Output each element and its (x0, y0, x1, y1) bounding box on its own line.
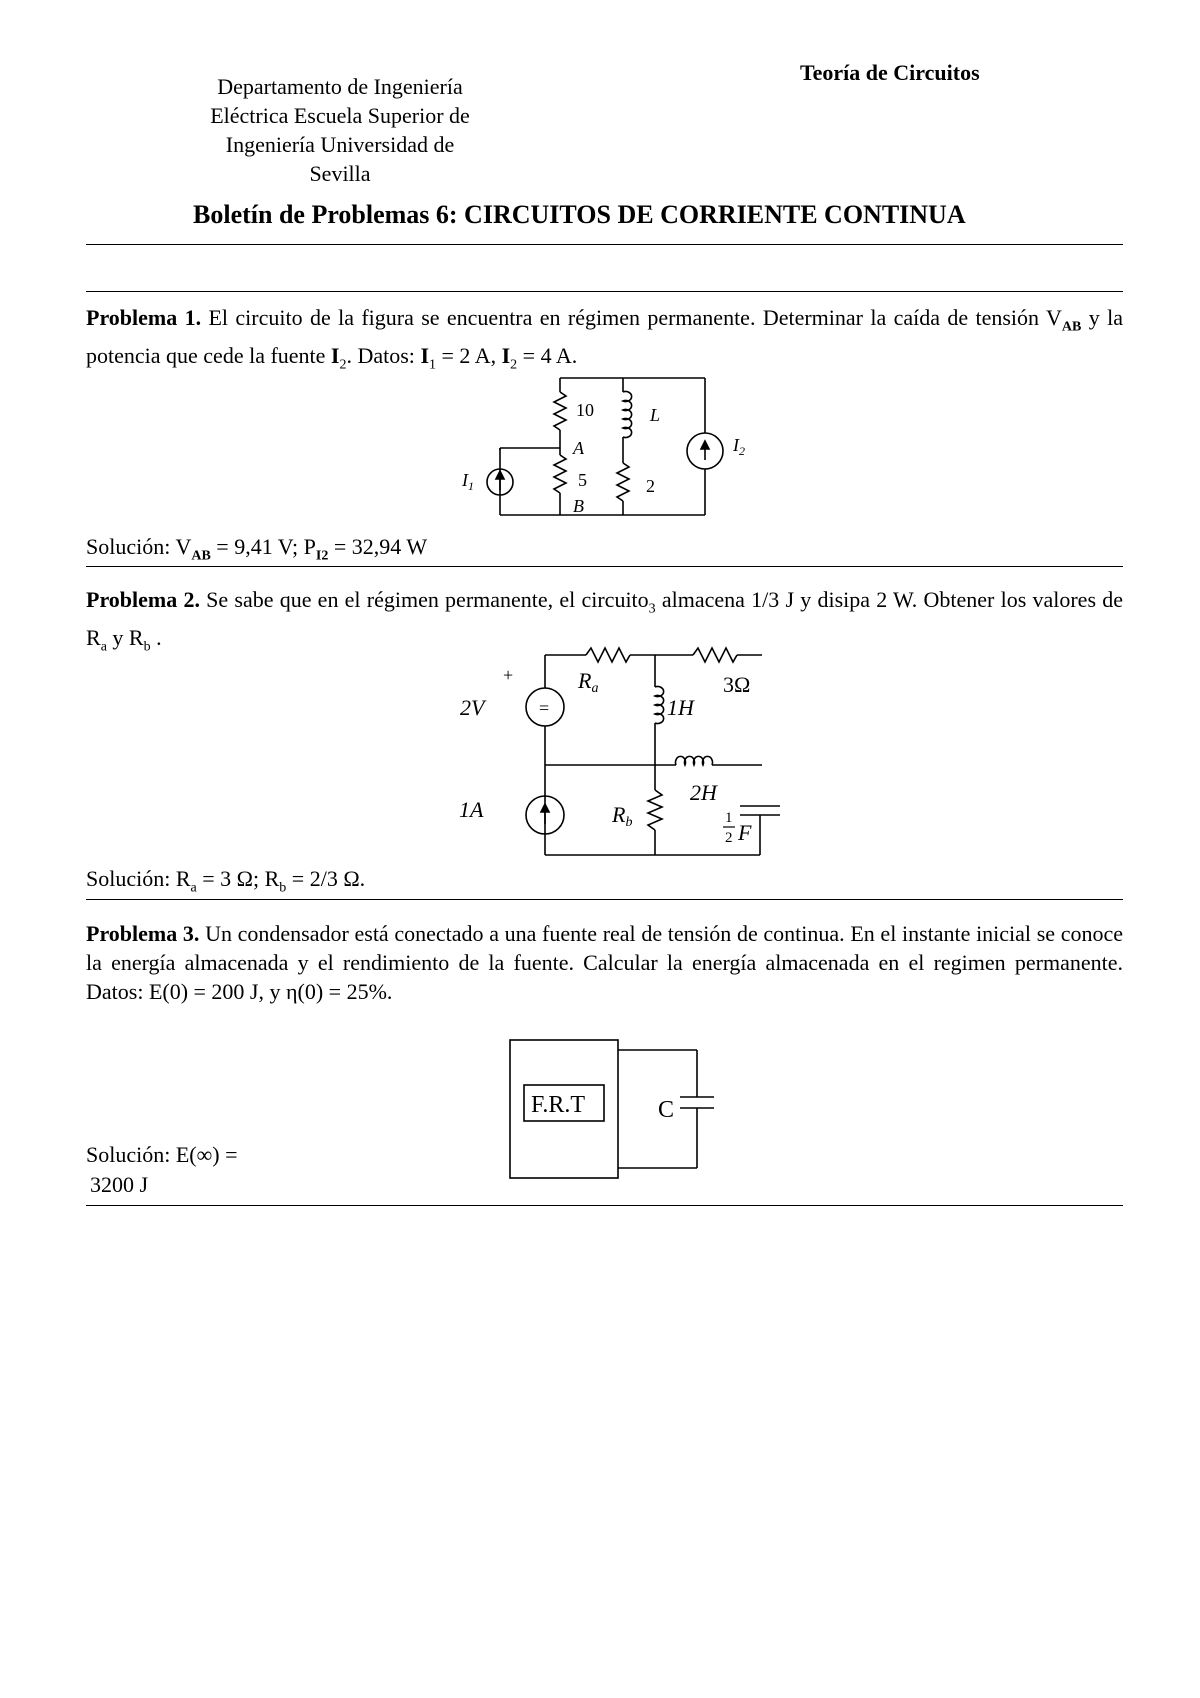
i2-symbol: I (501, 343, 511, 369)
voltage-label: 2V (460, 695, 485, 720)
problem-1-text: El circuito de la figura se encuentra en régimen permanente. Determinar la caída de tensión (201, 305, 1047, 330)
inductor-2h-label: 2H (690, 780, 717, 805)
divider (86, 244, 1123, 245)
minus-sign: = (539, 698, 550, 718)
problem-1-solution: Solución: $V_{AB} = 9,41$ V; $P_{I2} = 32,94$ W (86, 534, 428, 564)
vab-subscript: AB (1061, 319, 1082, 335)
resistor-5-label: 5 (578, 470, 587, 490)
circuit-figure-2 (455, 635, 795, 860)
solution-label: Solución: (86, 534, 171, 559)
cap-numerator: 1 (725, 810, 733, 826)
node-b-label: B (573, 496, 584, 516)
i2-subscript: 2 (339, 357, 347, 373)
cap-unit: F (738, 820, 752, 845)
plus-sign: + (503, 665, 514, 685)
divider (86, 1205, 1123, 1206)
rb-label: Rb (612, 802, 633, 830)
problem-1-statement (86, 303, 1123, 380)
i2-subscript: 2 (510, 357, 518, 373)
i1-value: = 2 A, (436, 343, 502, 369)
problem-1-label: Problema 1. (86, 305, 202, 330)
problem-3-label: Problema 3. (86, 921, 200, 946)
resistor-2-label: 2 (646, 476, 655, 496)
problem-2-label: Problema 2. (86, 587, 200, 612)
department-line: Departamento de Ingeniería (217, 74, 463, 99)
problem-3-solution-value: 3200 J (90, 1172, 149, 1197)
department-line: Eléctrica Escuela Superior de (210, 103, 470, 128)
divider (86, 566, 1123, 567)
department-block (160, 72, 520, 188)
circuit-figure-3 (505, 1035, 725, 1185)
department-line: Ingeniería Universidad de (225, 132, 455, 157)
node-a-label: A (573, 438, 584, 458)
i1-symbol: I (420, 343, 429, 369)
problem-2-statement: Problema 2. Se sabe que en el régimen permanente, el circuito$_3$ almacena 1/3 J y disipa 2 W. Obtener los valores de $R_a$ y $R_b$ . (86, 587, 1123, 655)
source-i2-label: $I_2$ (733, 435, 745, 458)
problem-1-text: . Datos: (346, 343, 421, 369)
vab-symbol: V (1046, 305, 1062, 330)
resistor-3-label: 3Ω (723, 672, 751, 697)
ra-label: Ra (578, 668, 599, 696)
i1-subscript: 1 (429, 357, 436, 373)
department-line: Sevilla (309, 161, 371, 186)
problem-1-text: y la potencia que cede la fuente (86, 305, 1123, 369)
problem-3-solution: Solución: E(∞) = (86, 1142, 238, 1167)
inductor-1h-label: 1H (667, 695, 694, 720)
source-frt-label: F.R.T (531, 1092, 586, 1118)
cap-denominator: 2 (725, 830, 733, 846)
page-title: Boletín de Problemas 6: CIRCUITOS DE CORRIENTE CONTINUA (193, 200, 966, 229)
divider (86, 291, 1123, 292)
problem-2-solution: Solución: $R_a = 3$ Ω; $R_b = 2/3$ Ω. (86, 866, 366, 896)
resistor-10-label: 10 (576, 400, 594, 420)
source-i1-label: $I_1$ (462, 470, 474, 493)
circuit-figure-1 (440, 370, 745, 520)
inductor-l-label: L (650, 405, 661, 425)
solution-label: Solución: (86, 866, 171, 891)
course-title: Teoría de Circuitos (800, 60, 980, 85)
divider (86, 899, 1123, 900)
i2-value: = 4 A. (517, 343, 578, 369)
solution-label: Solución: (86, 1142, 171, 1167)
i2-symbol: I (330, 343, 340, 369)
current-label: 1A (459, 797, 484, 822)
problem-3-statement: Problema 3. Un condensador está conectado a una fuente real de tensión de continua. En el instante inicial se conoce la energía almacenada y el rendimiento de la fuente. Calcular la energía almacenada en el regimen permanente. Datos: E(0) = 200 J, y η(0) = 25%. (86, 921, 1123, 1004)
capacitor-c-label: C (658, 1097, 675, 1123)
